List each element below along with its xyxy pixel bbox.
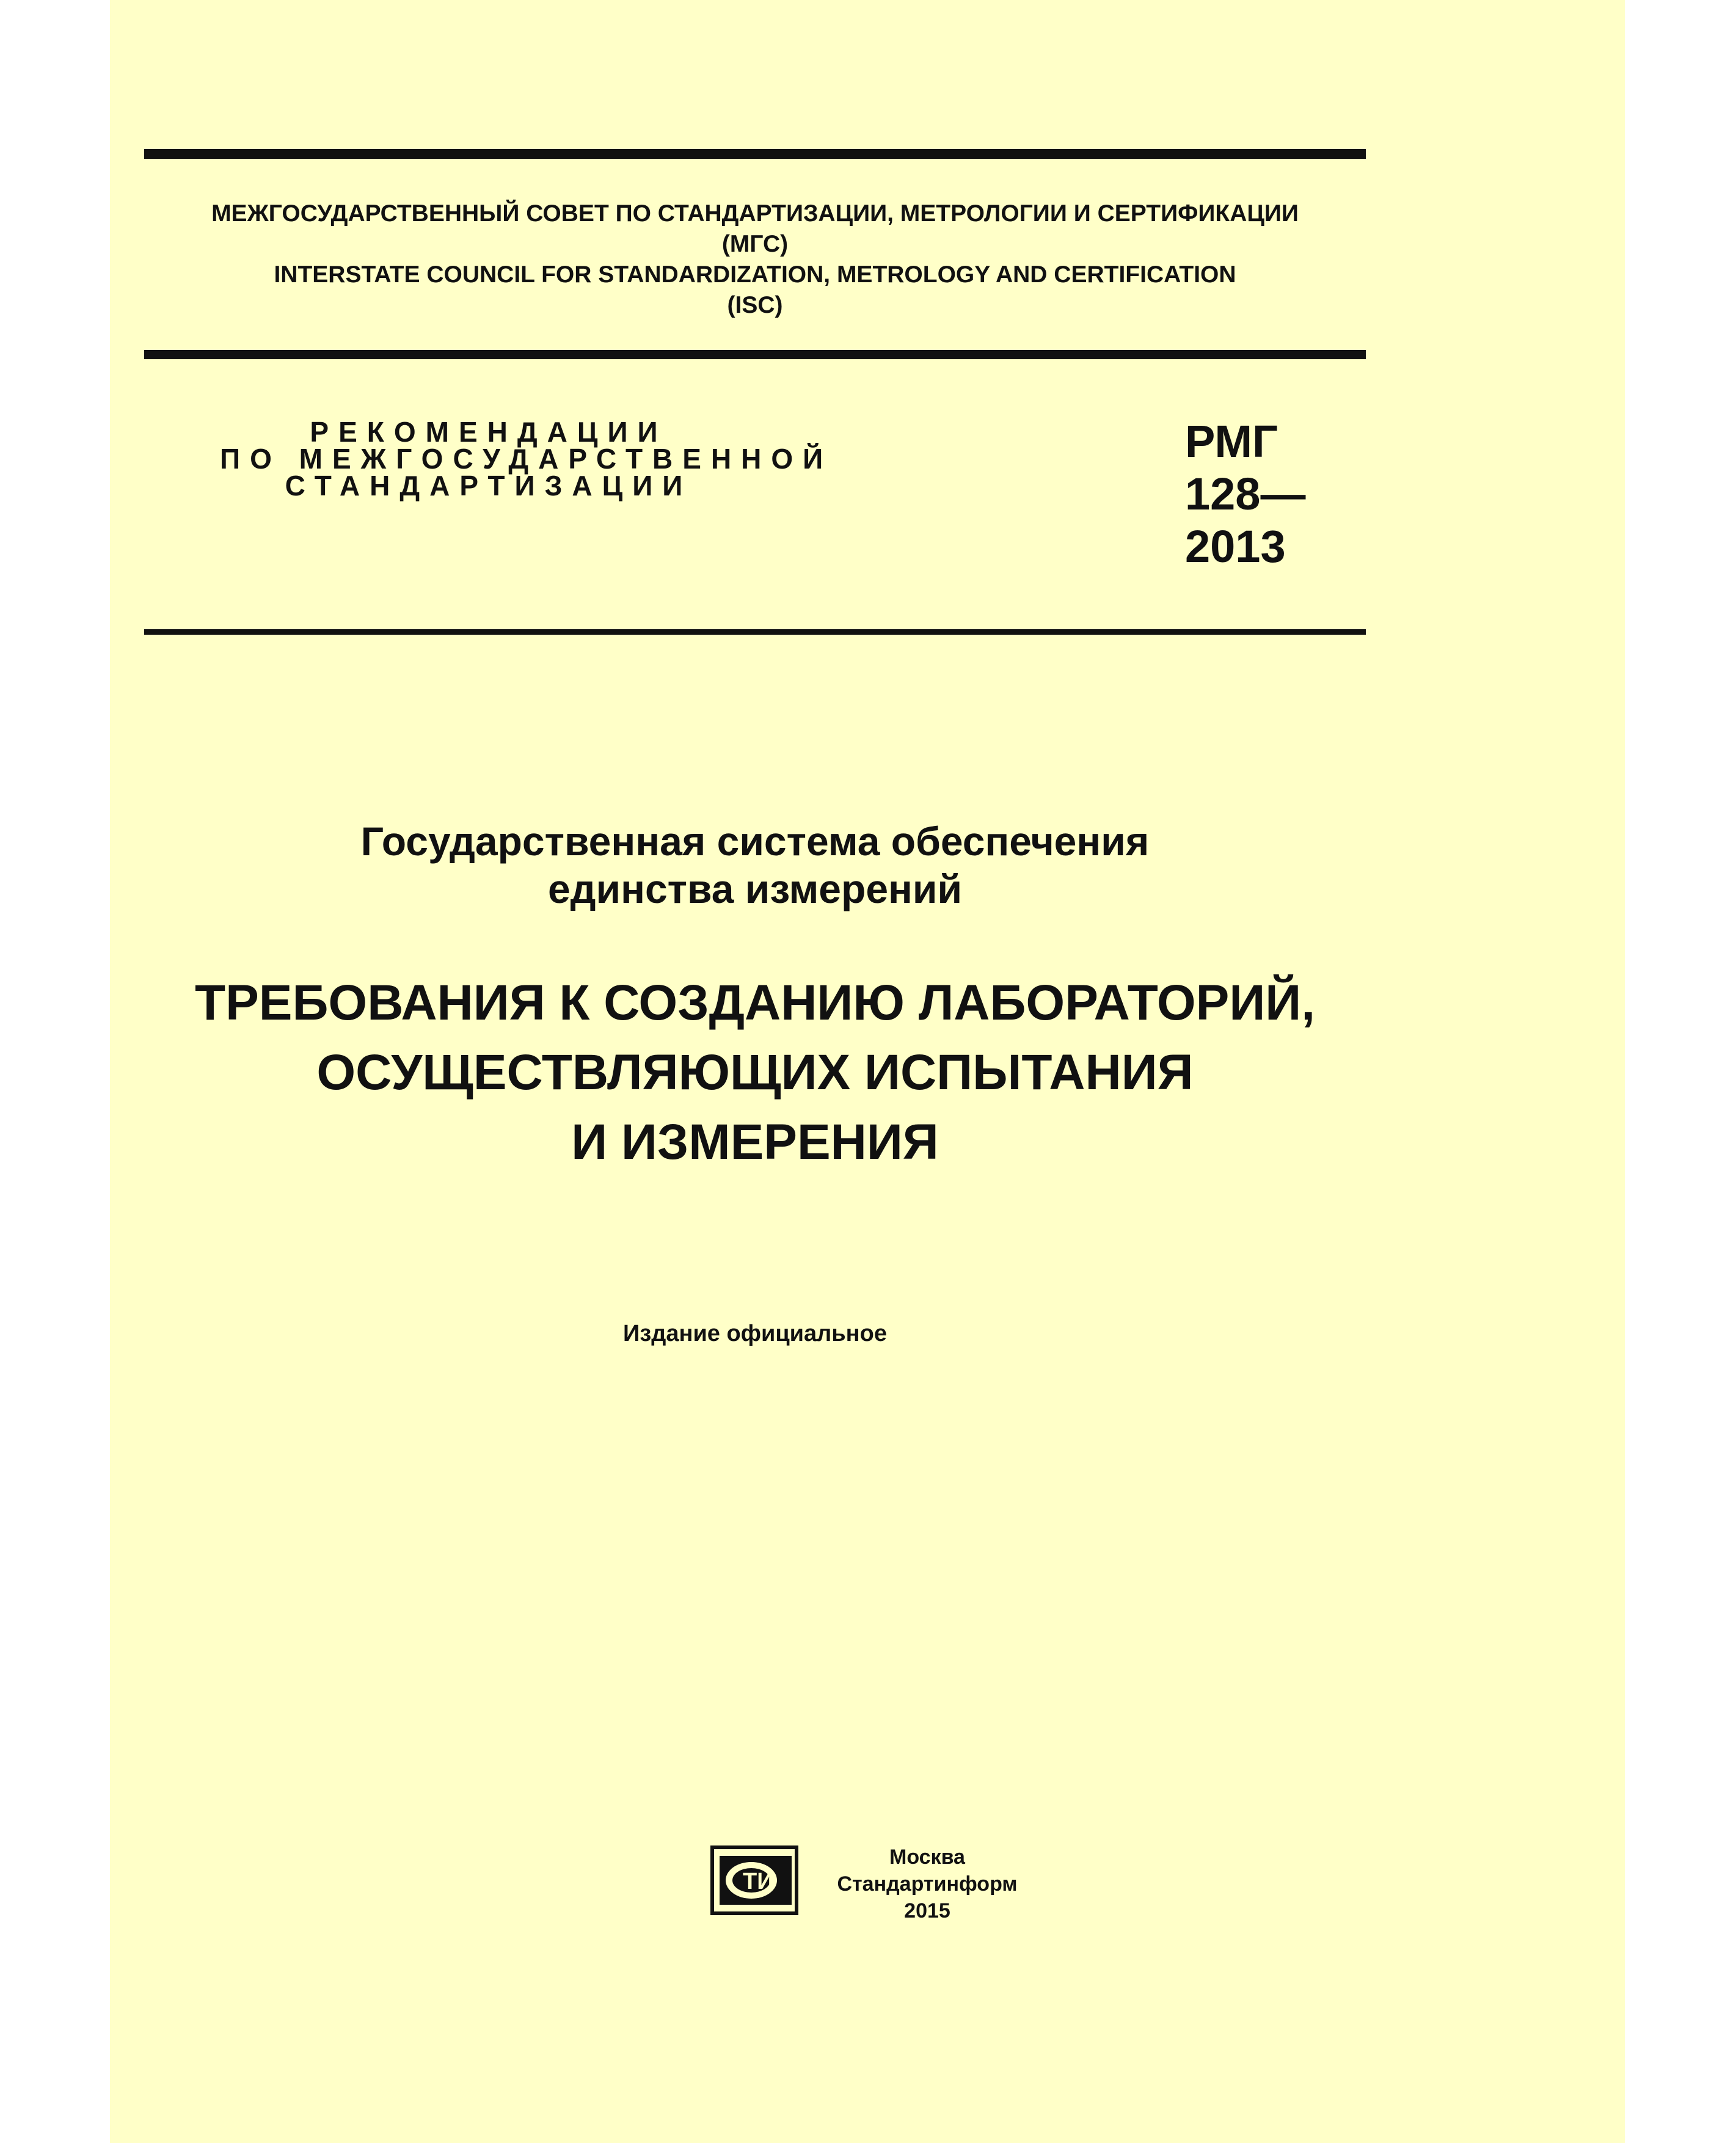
designation-number: 128—	[1185, 469, 1306, 519]
designation-prefix: РМГ	[1185, 416, 1278, 467]
document-subtitle	[144, 817, 1366, 913]
title-line-3: И ИЗМЕРЕНИЯ	[571, 1114, 939, 1170]
series-line-2: ПО МЕЖГОСУДАРСТВЕННОЙ	[220, 443, 833, 475]
document-series	[220, 416, 833, 502]
council-abbr-ru: (МГС)	[721, 231, 789, 257]
header-rule	[144, 350, 1366, 359]
document-designation	[1185, 415, 1305, 573]
council-abbr-en: (ISC)	[727, 292, 783, 318]
title-line-2: ОСУЩЕСТВЛЯЮЩИХ ИСПЫТАНИЯ	[316, 1045, 1194, 1100]
standartinform-logo-icon	[709, 1844, 800, 1917]
designation-year: 2013	[1185, 521, 1286, 572]
series-line-3: СТАНДАРТИЗАЦИИ	[285, 470, 693, 502]
council-name-ru: МЕЖГОСУДАРСТВЕННЫЙ СОВЕТ ПО СТАНДАРТИЗАЦИИ, МЕТРОЛОГИИ И СЕРТИФИКАЦИИ	[211, 200, 1299, 227]
document-title	[144, 968, 1366, 1177]
title-line-1: ТРЕБОВАНИЯ К СОЗДАНИЮ ЛАБОРАТОРИЙ,	[195, 975, 1315, 1031]
publisher-info	[811, 1844, 1043, 1924]
council-header	[144, 199, 1366, 321]
top-rule	[144, 149, 1366, 159]
publisher-year: 2015	[904, 1899, 950, 1922]
series-line-1: РЕКОМЕНДАЦИИ	[310, 416, 668, 448]
section-rule	[144, 629, 1366, 635]
subtitle-line-1: Государственная система обеспечения	[360, 819, 1150, 864]
svg-text:ТИ: ТИ	[743, 1869, 774, 1894]
publisher-name: Стандартинформ	[837, 1872, 1018, 1896]
publisher-city: Москва	[889, 1845, 965, 1869]
edition-note: Издание официальное	[623, 1321, 887, 1346]
council-name-en: INTERSTATE COUNCIL FOR STANDARDIZATION, METROLOGY AND CERTIFICATION	[274, 261, 1236, 288]
subtitle-line-2: единства измерений	[547, 866, 963, 911]
